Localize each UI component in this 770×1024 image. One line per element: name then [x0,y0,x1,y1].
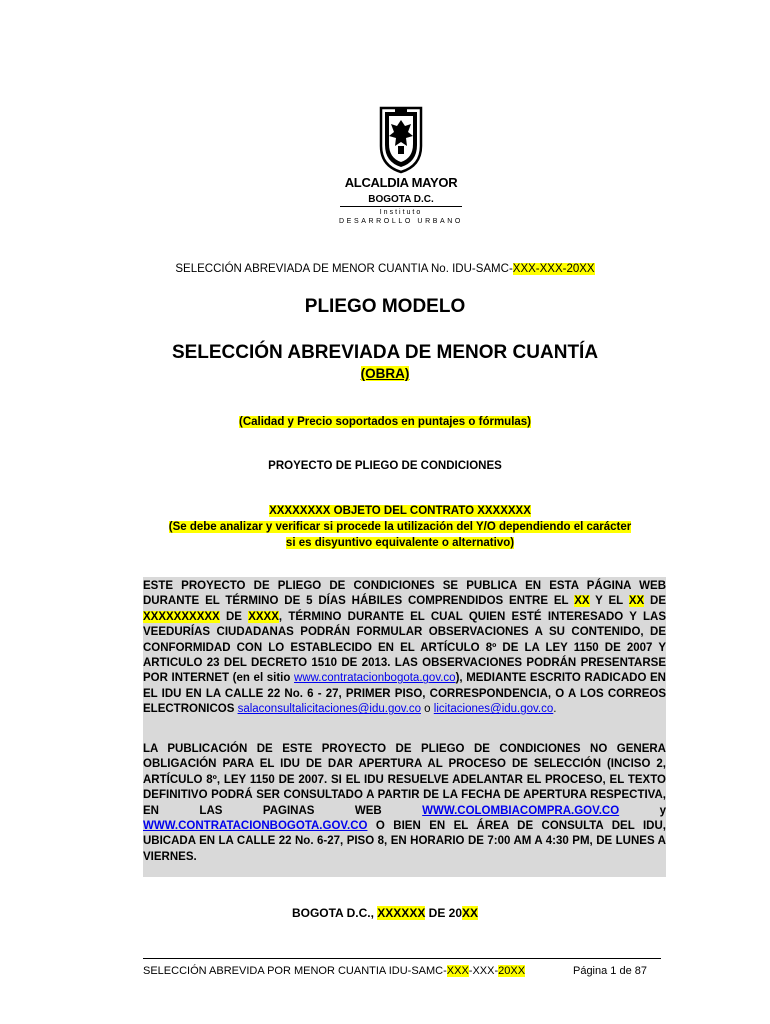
contratacionbogota-link[interactable]: WWW.CONTRATACIONBOGOTA.GOV.CO [143,820,368,833]
date-text-a: BOGOTA D.C., [291,906,378,920]
process-reference [0,263,770,275]
p1-text-c: DE [644,595,667,608]
logo-line-1: ALCALDIA MAYOR [344,175,458,190]
footer-text-a: SELECCIÓN ABREVIDA POR MENOR CUANTIA IDU-SAMC- [143,965,447,977]
disclaimer-paragraph [143,742,666,865]
footer-text-b: -XXX- [468,965,499,977]
p1-placeholder-1: XX [574,595,590,608]
type-label: (OBRA) [360,366,410,381]
page-footer [143,958,661,977]
quality-note: (Calidad y Precio soportados en puntajes o fórmulas) [238,416,532,428]
date-placeholder-year: XX [462,906,479,920]
p2-text-c: O BIEN EN EL ÁREA DE CONSULTA DEL IDU, UBICADA EN LA CALLE 22 No. 6-27, PISO 8, EN HORARIO DE 7:00 AM A 4:30 PM, DE LUNES A VIERNES. [143,820,666,863]
p1-text-b: Y EL [589,595,629,608]
p1-text-a: ESTE PROYECTO DE PLIEGO DE CONDICIONES SE PUBLICA EN ESTA PÁGINA WEB DURANTE EL TÉRMINO DE 5 DÍAS HÁBILES COMPRENDIDOS ENTRE EL [143,580,666,608]
reference-prefix: SELECCIÓN ABREVIADA DE MENOR CUANTIA No. IDU-SAMC- [175,263,513,275]
p1-text-h: . [553,703,557,716]
licitaciones-email-link[interactable]: licitaciones@idu.gov.co [433,703,554,716]
coat-of-arms-icon [377,106,425,174]
date-placeholder-month: XXXXXX [377,906,426,920]
logo-line-3: Instituto [379,209,423,216]
p1-text-g: o [420,703,434,716]
p1-text-e: , TÉRMINO DURANTE EL CUAL QUIEN ESTÉ INTERESADO Y LAS VEEDURÍAS CIUDADANAS PODRÁN FORMULAR OBSERVACIONES A SU CONTENIDO, DE CONFORMIDAD CON LO ESTABLECIDO EN EL ARTÍCULO 8º DE LA LEY 1150 DE 2007 Y ARTICULO 23 DEL DECRETO 1510 DE 2013. LAS OBSERVACIONES PODRÁN PRESENTARSE POR INTERNET (en el sitio [143,610,666,685]
contratacion-link[interactable]: www.contratacionbogota.gov.co [294,672,456,685]
footer-reference [143,965,525,977]
p1-text-f: ), MEDIANTE ESCRITO RADICADO EN EL IDU EN LA CALLE 22 No. 6 - 27, PRIMER PISO, CORRESPONDENCIA, O A LOS CORREOS ELECTRONICOS [143,672,666,716]
page-number: Página 1 de 87 [572,965,647,977]
alcaldia-logo [336,106,466,226]
reference-code: XXX-XXX-20XX [512,263,595,275]
colombiacompra-link[interactable]: WWW.COLOMBIACOMPRA.GOV.CO [422,804,620,817]
type-label-row [0,366,770,381]
date-text-b: DE 20 [425,906,463,920]
quality-note-row [0,416,770,428]
publication-notice-paragraph [143,579,666,718]
salaconsulta-email-link[interactable]: salaconsultalicitaciones@idu.gov.co [237,703,421,716]
object-line-1: XXXXXXXX OBJETO DEL CONTRATO XXXXXXX [269,505,531,517]
document-title: PLIEGO MODELO [304,296,466,317]
object-line-2: (Se debe analizar y verificar si procede la utilización del Y/O dependiendo el carácter [168,521,632,533]
project-heading: PROYECTO DE PLIEGO DE CONDICIONES [268,460,502,472]
footer-placeholder-1: XXX [446,965,469,977]
p1-placeholder-4: XXXX [248,610,279,623]
p1-placeholder-3: XXXXXXXXXX [143,610,220,623]
object-line-3: si es disyuntivo equivalente o alternativo) [285,537,515,549]
logo-line-4: DESARROLLO URBANO [339,218,463,225]
p1-text-d: DE [219,610,249,623]
document-subtitle: SELECCIÓN ABREVIADA DE MENOR CUANTÍA [171,342,599,363]
contract-object [140,503,660,551]
p1-placeholder-2: XX [628,595,645,608]
p2-text-a: LA PUBLICACIÓN DE ESTE PROYECTO DE PLIEGO DE CONDICIONES NO GENERA OBLIGACIÓN PARA EL IDU DE DAR APERTURA AL PROCESO DE SELECCIÓN (INCISO 2, ARTÍCULO 8º, LEY 1150 DE 2007. SI EL IDU RESUELVE ADELANTAR EL PROCESO, EL TEXTO DEFINITIVO PODRÁ SER CONSULTADO A PARTIR DE LA FECHA DE APERTURA RESPECTIVA, EN LAS PAGINAS WEB [143,743,666,817]
p2-text-b: y [619,804,666,817]
footer-placeholder-2: 20XX [498,965,526,977]
logo-line-2: BOGOTA D.C. [340,194,462,207]
date-line [0,906,770,920]
